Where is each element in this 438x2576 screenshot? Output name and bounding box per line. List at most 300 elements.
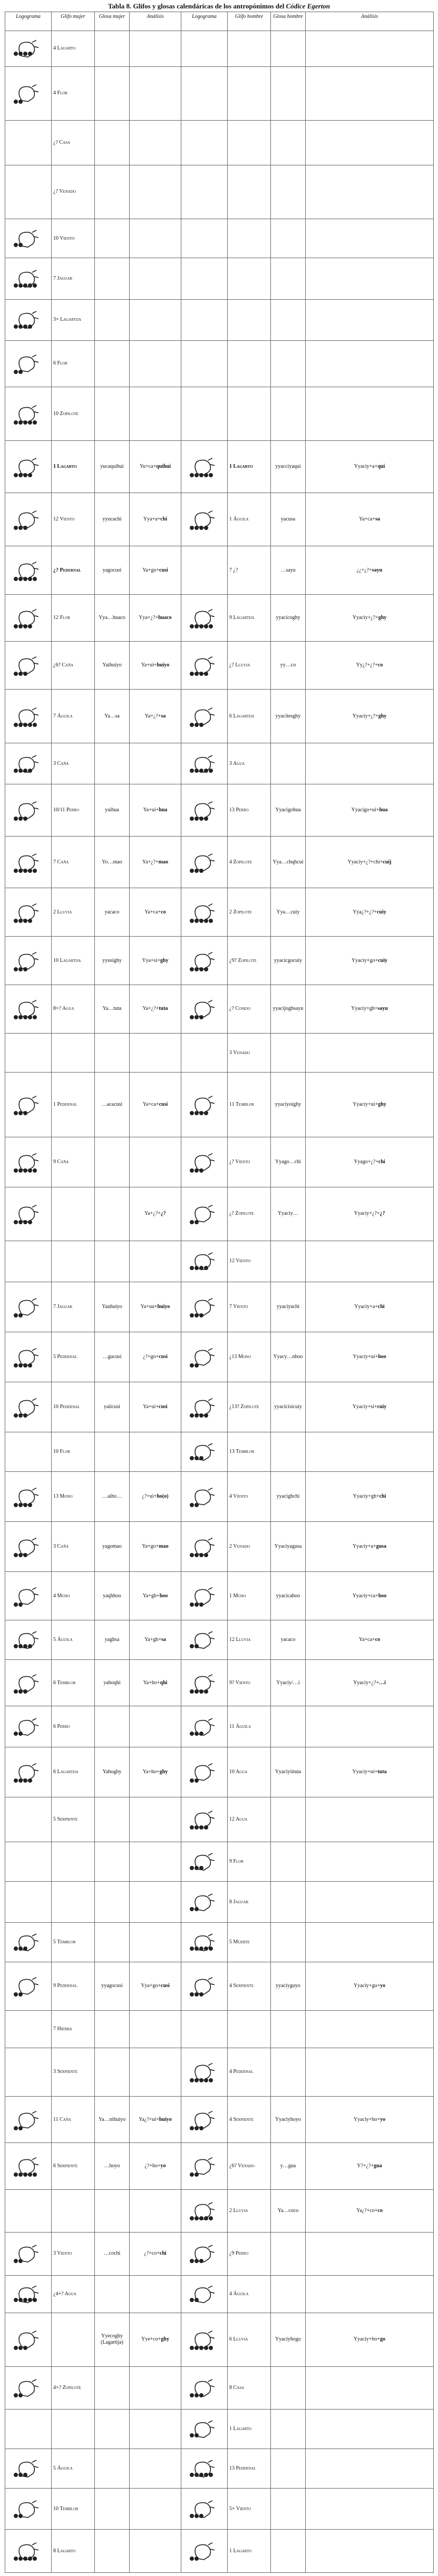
woman-glyph-name-text: 10 Flor	[53, 1449, 71, 1455]
man-analysis-text: Yyaciy+a+gusa	[352, 1543, 387, 1550]
man-glyph-name-text: 6 Lagartija	[229, 713, 255, 719]
logogram-glyph-icon	[13, 1395, 44, 1419]
woman-glyph-name	[52, 441, 95, 493]
woman-analysis	[130, 2410, 181, 2449]
man-gloss	[271, 2410, 306, 2449]
woman-glyph-name	[52, 1187, 95, 1241]
man-analysis	[306, 120, 434, 165]
woman-logogram-cell	[5, 595, 52, 641]
woman-logogram-cell	[5, 1522, 52, 1572]
man-analysis	[306, 1432, 434, 1472]
man-gloss-text: …sayu	[280, 567, 296, 573]
man-glyph-name-text: 12 Viento	[229, 1258, 251, 1264]
woman-glyph-name-text: 3+ Lagartija	[53, 317, 82, 323]
man-analysis-text: Yyaciy+ho+yo	[353, 2116, 386, 2122]
woman-logogram-cell	[5, 937, 52, 985]
man-glyph-name-text: 11 Temblor	[229, 1102, 255, 1108]
logogram-glyph-icon	[189, 1852, 220, 1872]
woman-gloss	[95, 1432, 130, 1472]
woman-gloss	[95, 2233, 130, 2276]
logogram-glyph-icon	[13, 1093, 44, 1117]
woman-gloss-text: Yahoghy	[102, 1769, 122, 1775]
man-glyph-name-text: 7 Viento	[229, 1303, 248, 1310]
logogram-glyph-icon	[13, 229, 44, 249]
woman-glyph-name-text: 10 Viento	[53, 235, 75, 241]
woman-analysis-text: ¿?+ho+yo	[144, 2162, 166, 2169]
man-analysis	[306, 1572, 434, 1620]
woman-glyph-name-text: 9 Pedernal	[53, 1983, 77, 1989]
man-logogram-cell	[181, 31, 228, 67]
man-analysis	[306, 258, 434, 299]
man-analysis-text: Ya+ca+co	[358, 1636, 381, 1643]
woman-analysis-text: Yya+si+ghy	[142, 957, 169, 963]
woman-gloss-text: …gucusi	[102, 1354, 122, 1360]
woman-analysis	[130, 1472, 181, 1522]
woman-glyph-name	[52, 1033, 95, 1073]
logogram-glyph-icon	[189, 1295, 220, 1319]
man-glyph-name	[228, 1747, 271, 1797]
logogram-glyph-icon	[13, 1716, 44, 1737]
woman-glyph-name-text: ¿? Pedernal	[53, 567, 81, 573]
logogram-glyph-icon	[13, 1345, 44, 1369]
logogram-glyph-icon	[189, 1202, 220, 1226]
woman-glyph-name	[52, 1332, 95, 1382]
woman-analysis	[130, 1747, 181, 1797]
logogram-glyph-icon	[13, 2154, 44, 2178]
woman-analysis	[130, 2048, 181, 2097]
woman-glyph-name-text: 11 Caña	[53, 2116, 71, 2122]
woman-analysis	[130, 1923, 181, 1962]
woman-glyph-name	[52, 1382, 95, 1432]
man-glyph-name	[228, 1797, 271, 1842]
table-row	[5, 2010, 434, 2048]
woman-analysis-text: Ya+¿?+sa	[144, 713, 166, 719]
woman-glyph-name-text: 10 Zopilote	[53, 410, 79, 417]
man-gloss	[271, 387, 306, 441]
logogram-glyph-icon	[13, 402, 44, 426]
woman-gloss	[95, 595, 130, 641]
woman-analysis	[130, 1659, 181, 1706]
man-glyph-name	[228, 1842, 271, 1882]
man-glyph-name-text: 2 Venado	[229, 1543, 250, 1550]
man-glyph-name	[228, 1382, 271, 1432]
woman-glyph-name	[52, 1282, 95, 1332]
logogram-glyph-icon	[13, 949, 44, 973]
woman-glyph-name-text: 9 Caña	[53, 1158, 69, 1165]
logogram-glyph-icon	[13, 1202, 44, 1226]
man-glyph-name-text: 4 Serpiente	[229, 2116, 254, 2122]
woman-analysis	[130, 493, 181, 546]
table-row	[5, 2048, 434, 2097]
col-glifo-mujer: Glifo mujer	[52, 12, 95, 31]
man-glyph-name-text: 9 Flor	[229, 1859, 244, 1865]
woman-glyph-name	[52, 1241, 95, 1282]
man-analysis-text: Yyaciy+ui+ghy	[353, 1102, 386, 1108]
man-gloss	[271, 595, 306, 641]
woman-glyph-name	[52, 66, 95, 120]
woman-analysis	[130, 985, 181, 1033]
woman-glyph-name	[52, 493, 95, 546]
logogram-glyph-icon	[13, 900, 44, 925]
man-logogram-cell	[181, 2233, 228, 2276]
logogram-glyph-icon	[189, 606, 220, 630]
man-gloss-text: Yya…cuiy	[276, 909, 300, 915]
woman-analysis-text: Yya+a+chi	[143, 516, 168, 523]
man-gloss	[271, 340, 306, 387]
table-row	[5, 1572, 434, 1620]
man-glyph-name	[228, 1033, 271, 1073]
man-glyph-name	[228, 1332, 271, 1382]
table-row	[5, 165, 434, 219]
woman-logogram-cell	[5, 1747, 52, 1797]
man-analysis	[306, 1842, 434, 1882]
man-logogram-cell	[181, 1797, 228, 1842]
woman-gloss-text: yucaquihui	[100, 463, 124, 469]
man-gloss	[271, 120, 306, 165]
woman-glyph-name-text: 5 Serpiente	[53, 1816, 78, 1823]
man-analysis	[306, 299, 434, 340]
logogram-glyph-icon	[189, 2108, 220, 2132]
woman-gloss-text: yyagocusi	[101, 1983, 123, 1989]
man-analysis-text: Yyaciy+si+cuiy	[352, 1404, 387, 1410]
woman-logogram-cell	[5, 2449, 52, 2489]
man-analysis-text: Ya¿?+co+co	[356, 2207, 383, 2214]
man-glyph-name	[228, 258, 271, 299]
woman-glyph-name	[52, 1472, 95, 1522]
logogram-glyph-icon	[189, 798, 220, 822]
man-analysis-text: Yyaciy+gu+yo	[353, 1983, 386, 1989]
man-analysis-text: ¿¿+¿?+sayu	[356, 567, 383, 573]
man-analysis	[306, 2488, 434, 2529]
man-glyph-name-text: 8 Casa	[229, 2385, 245, 2391]
table-row	[5, 493, 434, 546]
man-analysis	[306, 2096, 434, 2142]
man-gloss-text: Yyago…chi	[275, 1158, 301, 1165]
woman-gloss	[95, 2410, 130, 2449]
man-analysis	[306, 1033, 434, 1073]
man-analysis	[306, 2233, 434, 2276]
logogram-glyph-icon	[13, 1974, 44, 1998]
woman-analysis	[130, 546, 181, 595]
man-logogram-cell	[181, 493, 228, 546]
woman-logogram-cell	[5, 690, 52, 743]
woman-analysis-text: Ya+ca+cusi	[142, 1102, 168, 1108]
man-analysis	[306, 1282, 434, 1332]
woman-glyph-name-text: 5 Pedernal	[53, 1354, 77, 1360]
table-row	[5, 2189, 434, 2233]
table-row	[5, 2275, 434, 2313]
woman-gloss	[95, 1073, 130, 1137]
logogram-glyph-icon	[13, 507, 44, 532]
woman-glyph-name	[52, 1747, 95, 1797]
man-analysis	[306, 2449, 434, 2489]
woman-glyph-name	[52, 2488, 95, 2529]
woman-glyph-name-text: 3 Serpiente	[53, 2069, 78, 2075]
man-glyph-name	[228, 1706, 271, 1747]
woman-logogram-cell	[5, 340, 52, 387]
man-analysis	[306, 784, 434, 837]
logogram-glyph-icon	[189, 2200, 220, 2222]
woman-logogram-cell	[5, 2233, 52, 2276]
man-analysis	[306, 1797, 434, 1842]
man-logogram-cell	[181, 784, 228, 837]
table-title: Tabla 8. Glifos y glosas calendáricas de los antropónimos del Códice Egerton	[108, 2, 330, 10]
woman-analysis	[130, 31, 181, 67]
man-logogram-cell	[181, 1923, 228, 1962]
man-gloss	[271, 690, 306, 743]
man-logogram-cell	[181, 299, 228, 340]
table-row	[5, 1382, 434, 1432]
woman-gloss	[95, 2048, 130, 2097]
woman-analysis	[130, 2449, 181, 2489]
man-gloss	[271, 441, 306, 493]
logogram-glyph-icon	[189, 1760, 220, 1784]
table-row	[5, 1073, 434, 1137]
man-analysis	[306, 2313, 434, 2366]
woman-logogram-cell	[5, 2313, 52, 2366]
table-row	[5, 1472, 434, 1522]
woman-gloss	[95, 1241, 130, 1282]
woman-glyph-name-text: ¿6? Caña	[53, 662, 74, 668]
woman-analysis-text: Ya¿?+ui+huiyo	[139, 2116, 172, 2122]
logogram-glyph-icon	[13, 2540, 44, 2562]
woman-glyph-name-text: 8+? Agua	[53, 1006, 74, 1012]
man-gloss-text: yyaciyoighy	[275, 1102, 301, 1108]
man-logogram-cell	[181, 1137, 228, 1187]
man-glyph-name-text: 13 Perro	[229, 807, 249, 813]
woman-analysis-text: ¿?+ui+ho(o)	[142, 1493, 169, 1500]
woman-glyph-name-text: 10 Lagartija	[53, 957, 81, 963]
woman-glyph-name-text: 5 Águila	[53, 2465, 73, 2472]
table-row	[5, 1747, 434, 1797]
table-row	[5, 441, 434, 493]
man-glyph-name	[228, 493, 271, 546]
table-row	[5, 690, 434, 743]
col-analisis-mujer: Análisis	[130, 12, 181, 31]
logogram-glyph-icon	[13, 606, 44, 630]
man-analysis	[306, 2366, 434, 2410]
woman-analysis	[130, 2366, 181, 2410]
man-glyph-name	[228, 784, 271, 837]
man-logogram-cell	[181, 641, 228, 690]
woman-analysis	[130, 641, 181, 690]
woman-logogram-cell	[5, 1432, 52, 1472]
woman-gloss	[95, 836, 130, 888]
man-glyph-name	[228, 299, 271, 340]
man-glyph-name-text: 9? Viento	[229, 1679, 250, 1686]
woman-gloss	[95, 1472, 130, 1522]
woman-glyph-name-text: 7 Jaguar	[53, 1303, 73, 1310]
man-analysis	[306, 387, 434, 441]
logogram-glyph-icon	[189, 1251, 220, 1272]
woman-analysis-text: ¿?+go+cusi	[143, 1354, 168, 1360]
man-glyph-name	[228, 2410, 271, 2449]
man-logogram-cell	[181, 1706, 228, 1747]
man-logogram-cell	[181, 2010, 228, 2048]
table-row	[5, 299, 434, 340]
man-gloss	[271, 1882, 306, 1923]
woman-glyph-name-text: 7 Hierba	[53, 2026, 72, 2032]
logogram-glyph-icon	[189, 1442, 220, 1462]
table-row	[5, 387, 434, 441]
man-analysis	[306, 165, 434, 219]
woman-logogram-cell	[5, 1797, 52, 1842]
man-gloss	[271, 1747, 306, 1797]
woman-analysis	[130, 66, 181, 120]
woman-glyph-name	[52, 2048, 95, 2097]
woman-glyph-name	[52, 1522, 95, 1572]
woman-glyph-name-text: 10/11 Perro	[53, 807, 80, 813]
woman-gloss	[95, 743, 130, 784]
woman-logogram-cell	[5, 1659, 52, 1706]
man-glyph-name-text: 10 Agua	[229, 1769, 248, 1775]
man-glyph-name-text: 1 Lagarto	[229, 463, 253, 469]
table-row	[5, 1882, 434, 1923]
man-gloss-text: yyacicoghy	[276, 614, 300, 621]
woman-analysis-text: Ya+ho+qhi	[143, 1679, 168, 1686]
woman-analysis-text: Ya+ui+hua	[143, 807, 168, 813]
woman-analysis	[130, 1282, 181, 1332]
table-row	[5, 2410, 434, 2449]
man-analysis	[306, 1962, 434, 2011]
logogram-glyph-icon	[189, 2243, 220, 2265]
man-analysis	[306, 2143, 434, 2189]
man-glyph-name	[228, 1572, 271, 1620]
woman-gloss	[95, 219, 130, 258]
table-row	[5, 1620, 434, 1660]
woman-analysis	[130, 1706, 181, 1747]
woman-gloss	[95, 2189, 130, 2233]
woman-analysis-text: Ya+go+cusi	[142, 567, 168, 573]
woman-glyph-name	[52, 1923, 95, 1962]
woman-glyph-name-text: 10 Temblor	[53, 2505, 79, 2512]
man-logogram-cell	[181, 2313, 228, 2366]
man-gloss	[271, 1472, 306, 1522]
woman-analysis-text: Ya+ho+ghy	[142, 1769, 168, 1775]
woman-gloss	[95, 1797, 130, 1842]
woman-analysis	[130, 1382, 181, 1432]
man-glyph-name	[228, 1962, 271, 2011]
table-row	[5, 1332, 434, 1382]
logogram-glyph-icon	[13, 1484, 44, 1509]
man-analysis	[306, 546, 434, 595]
man-logogram-cell	[181, 387, 228, 441]
woman-logogram-cell	[5, 784, 52, 837]
woman-logogram-cell	[5, 985, 52, 1033]
man-gloss	[271, 784, 306, 837]
woman-gloss	[95, 1033, 130, 1073]
table-row	[5, 1659, 434, 1706]
man-gloss	[271, 1962, 306, 2011]
man-glyph-name-text: 2 Zopilote	[229, 909, 252, 915]
woman-analysis	[130, 2010, 181, 2048]
logogram-glyph-icon	[13, 2459, 44, 2479]
woman-logogram-cell	[5, 2488, 52, 2529]
man-analysis-text: Yyaciy+ho+go	[353, 2336, 386, 2343]
man-glyph-name	[228, 340, 271, 387]
man-glyph-name-text: 4 Pedernal	[229, 2069, 254, 2075]
table-row	[5, 985, 434, 1033]
woman-logogram-cell	[5, 2048, 52, 2097]
man-logogram-cell	[181, 1472, 228, 1522]
woman-gloss	[95, 1962, 130, 2011]
woman-gloss	[95, 493, 130, 546]
man-logogram-cell	[181, 546, 228, 595]
table-row	[5, 31, 434, 67]
man-logogram-cell	[181, 888, 228, 937]
woman-analysis	[130, 1620, 181, 1660]
woman-gloss-text: Yo…mao	[102, 859, 122, 865]
woman-analysis	[130, 1962, 181, 2011]
woman-analysis	[130, 1187, 181, 1241]
man-gloss	[271, 2366, 306, 2410]
woman-analysis-text: Ya+¿?+mao	[142, 859, 169, 865]
man-gloss	[271, 165, 306, 219]
man-glyph-name	[228, 1620, 271, 1660]
woman-analysis	[130, 2275, 181, 2313]
woman-gloss-text: …hoyo	[104, 2162, 120, 2169]
woman-analysis	[130, 2313, 181, 2366]
logogram-glyph-icon	[13, 455, 44, 479]
logogram-glyph-icon	[189, 2499, 220, 2520]
woman-analysis	[130, 1522, 181, 1572]
woman-glyph-name-text: 6 Temblor	[53, 1679, 76, 1686]
man-gloss	[271, 1923, 306, 1962]
man-glyph-name	[228, 2233, 271, 2276]
woman-logogram-cell	[5, 1332, 52, 1382]
table-row	[5, 1962, 434, 2011]
logogram-glyph-icon	[189, 1716, 220, 1737]
woman-logogram-cell	[5, 2530, 52, 2573]
woman-glyph-name-text: 3 Viento	[53, 2250, 72, 2257]
woman-analysis	[130, 1797, 181, 1842]
woman-analysis	[130, 2096, 181, 2142]
woman-glyph-name-text: 1 Lagarto	[53, 463, 77, 469]
woman-glyph-name	[52, 690, 95, 743]
man-analysis-text: Yyaciy+¿?+ghy	[352, 713, 387, 719]
man-gloss	[271, 1382, 306, 1432]
woman-glyph-name-text: 7 Águila	[53, 713, 73, 719]
logogram-glyph-icon	[13, 1671, 44, 1695]
logogram-glyph-icon	[13, 268, 44, 289]
man-analysis	[306, 219, 434, 258]
man-gloss-text: yy…co	[280, 662, 296, 668]
woman-logogram-cell	[5, 888, 52, 937]
logogram-glyph-icon	[189, 1093, 220, 1117]
woman-glyph-name-text: 6 Flor	[53, 360, 68, 367]
woman-analysis	[130, 1332, 181, 1382]
woman-gloss	[95, 1706, 130, 1747]
logogram-glyph-icon	[13, 850, 44, 874]
table-row	[5, 120, 434, 165]
man-analysis	[306, 2010, 434, 2048]
woman-glyph-name-text: 6 Serpiente	[53, 2162, 78, 2169]
woman-analysis	[130, 743, 181, 784]
table-row	[5, 1282, 434, 1332]
man-glyph-name-text: ¿? Viento	[229, 1158, 250, 1165]
logogram-glyph-icon	[189, 1395, 220, 1419]
man-logogram-cell	[181, 1747, 228, 1797]
woman-gloss	[95, 985, 130, 1033]
man-gloss	[271, 2233, 306, 2276]
man-glyph-name-text: 1 Lagarto	[229, 2548, 252, 2554]
woman-analysis	[130, 340, 181, 387]
man-glyph-name-text: 12 Lluvia	[229, 1636, 251, 1643]
woman-glyph-name-text: 4+? Zopilote	[53, 2385, 81, 2391]
man-gloss	[271, 1659, 306, 1706]
woman-analysis	[130, 1432, 181, 1472]
man-gloss	[271, 1706, 306, 1747]
